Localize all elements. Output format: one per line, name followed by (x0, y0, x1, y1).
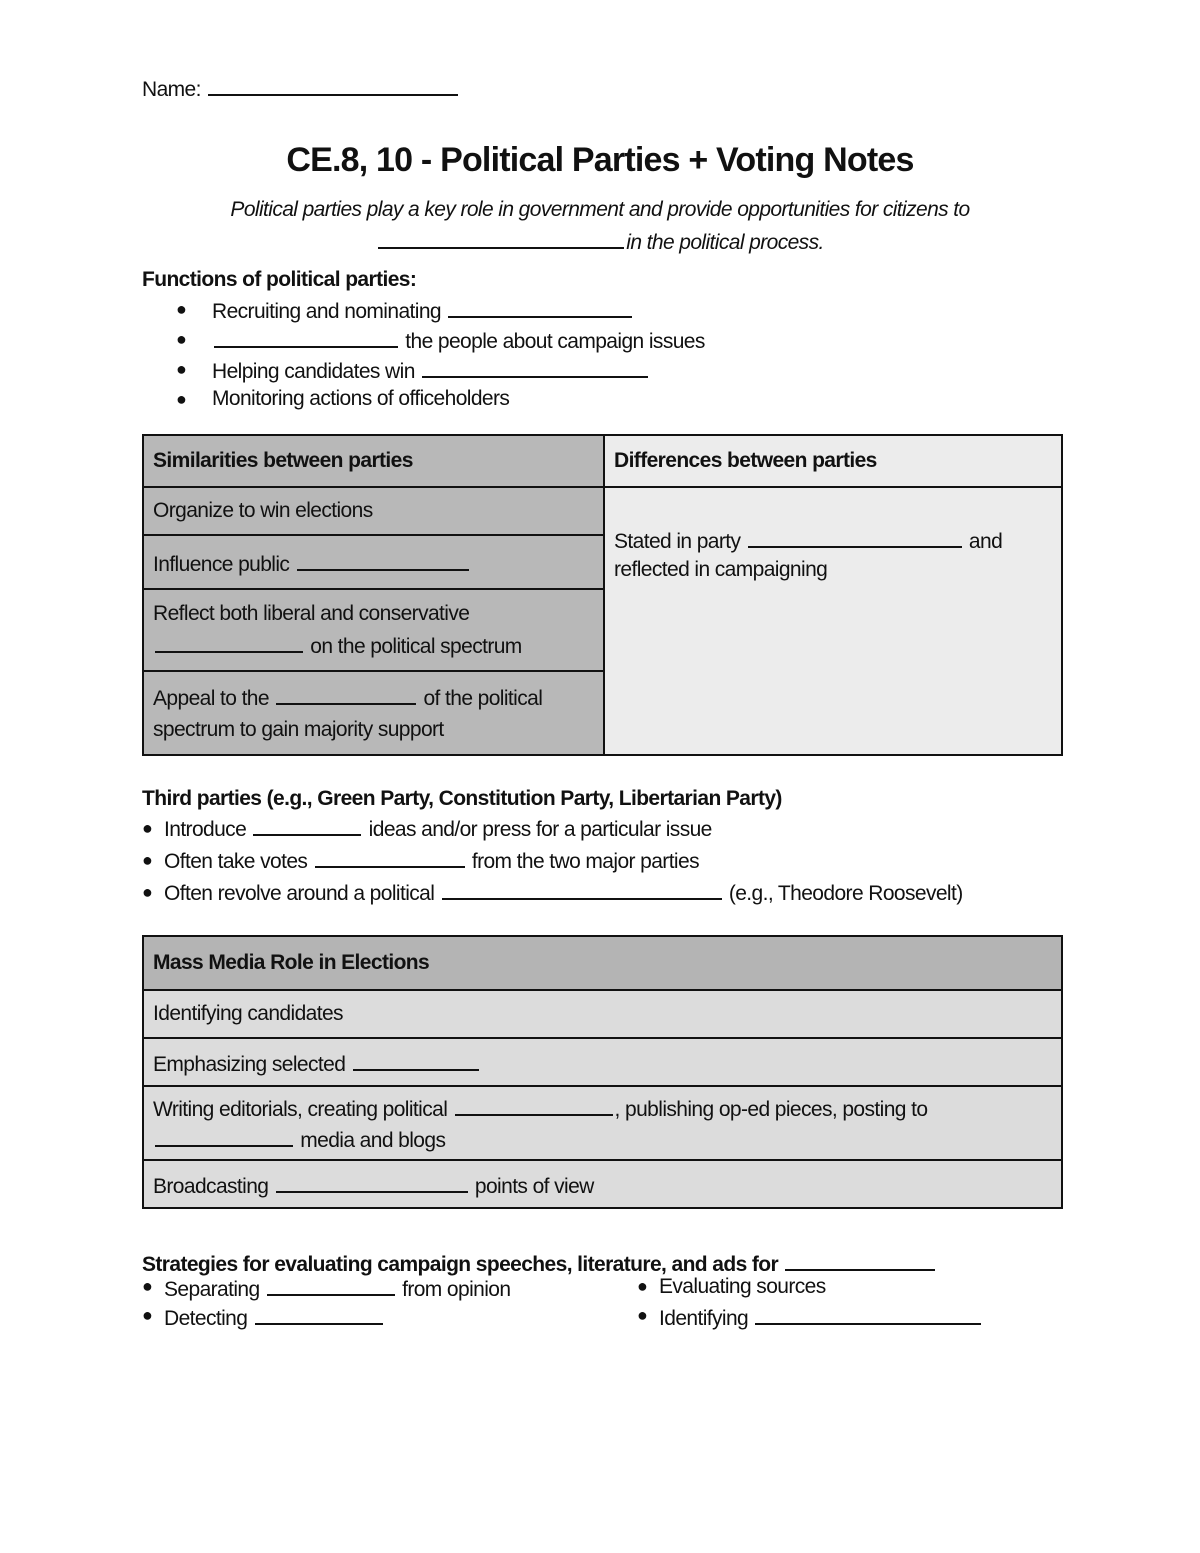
functions-list (142, 294, 1042, 414)
list-item (142, 294, 1042, 324)
answer-blank[interactable] (297, 547, 469, 571)
answer-blank[interactable] (276, 681, 416, 705)
bullet-icon: ● (637, 1305, 648, 1325)
answer-blank[interactable] (455, 1092, 613, 1116)
answer-blank[interactable] (267, 1272, 395, 1296)
media-row (143, 1038, 1062, 1086)
bullet-icon: ● (176, 359, 187, 379)
answer-blank[interactable] (255, 1301, 383, 1325)
answer-blank[interactable] (748, 524, 962, 548)
item-text: Detecting (164, 1307, 248, 1331)
item-text: from opinion (402, 1278, 511, 1302)
cell-text: , publishing op-ed pieces, posting to (614, 1098, 928, 1121)
item-text: Recruiting and nominating (212, 300, 441, 324)
item-text: ideas and/or press for a particular issue (368, 818, 712, 842)
cell-text: Writing editorials, creating political (153, 1098, 448, 1121)
subtitle (150, 194, 1050, 258)
subtitle-blank[interactable] (378, 225, 624, 249)
bullet-icon: ● (142, 818, 153, 838)
item-text: the people about campaign issues (405, 330, 705, 354)
differences-header: Differences between parties (604, 435, 1062, 487)
answer-blank[interactable] (155, 629, 303, 653)
item-text: Identifying (659, 1307, 749, 1331)
list-item (637, 1301, 1057, 1330)
item-text: Evaluating sources (659, 1275, 826, 1298)
cell-text: Emphasizing selected (153, 1053, 346, 1077)
media-row: Identifying candidates (143, 990, 1062, 1038)
bullet-icon: ● (637, 1276, 648, 1296)
cell-text: spectrum to gain majority support (153, 718, 444, 742)
similarity-row (143, 671, 604, 755)
item-text: from the two major parties (471, 850, 699, 874)
similarity-row (143, 589, 604, 671)
parties-table (142, 434, 1063, 756)
cell-text: Reflect both liberal and conservative (153, 601, 470, 625)
subtitle-line-1: Political parties play a key role in government and provide opportunities for citizens to (230, 198, 970, 221)
item-text: Introduce (164, 818, 247, 842)
item-text: Separating (164, 1278, 260, 1302)
media-row (143, 1160, 1062, 1208)
cell-text: of the political (423, 687, 543, 711)
list-item (142, 1272, 622, 1301)
name-label: Name: (142, 78, 201, 102)
similarity-row (143, 535, 604, 589)
cell-text: Broadcasting (153, 1175, 269, 1199)
differences-cell (604, 487, 1062, 755)
answer-blank[interactable] (353, 1047, 479, 1071)
cell-text: Influence public (153, 553, 290, 577)
strategies-heading-text: Strategies for evaluating campaign speeches, literature, and ads for (142, 1253, 779, 1277)
item-text: Often take votes (164, 850, 308, 874)
strategies-right-list (637, 1272, 1057, 1330)
cell-text: points of view (474, 1175, 594, 1199)
cell-text: on the political spectrum (310, 635, 522, 659)
list-item (142, 876, 1062, 908)
item-text: Monitoring actions of officeholders (212, 387, 510, 410)
media-header: Mass Media Role in Elections (143, 936, 1062, 990)
answer-blank[interactable] (785, 1247, 935, 1271)
subtitle-line-2 (150, 225, 1050, 258)
similarity-row: Organize to win elections (143, 487, 604, 535)
media-table (142, 935, 1063, 1209)
answer-blank[interactable] (276, 1169, 468, 1193)
answer-blank[interactable] (422, 354, 648, 378)
cell-text: Appeal to the (153, 687, 269, 711)
answer-blank[interactable] (315, 844, 465, 868)
list-item (142, 1301, 622, 1330)
list-item (142, 384, 1042, 414)
bullet-icon: ● (176, 329, 187, 349)
list-item (637, 1272, 1057, 1301)
third-parties-list (142, 812, 1062, 908)
functions-heading: Functions of political parties: (142, 268, 417, 291)
bullet-icon: ● (176, 389, 187, 409)
name-line (142, 72, 460, 102)
list-item (142, 844, 1062, 876)
item-text: Helping candidates win (212, 360, 415, 384)
cell-text: media and blogs (300, 1129, 446, 1153)
item-text: (e.g., Theodore Roosevelt) (728, 882, 963, 906)
answer-blank[interactable] (755, 1301, 981, 1325)
differences-text: Stated in party (614, 530, 741, 554)
name-blank[interactable] (208, 72, 458, 96)
list-item (142, 812, 1062, 844)
media-row (143, 1086, 1062, 1160)
third-parties-heading: Third parties (e.g., Green Party, Constitution Party, Libertarian Party) (142, 787, 782, 810)
answer-blank[interactable] (253, 812, 361, 836)
bullet-icon: ● (142, 1276, 153, 1296)
bullet-icon: ● (142, 1305, 153, 1325)
differences-text-end: and (968, 530, 1003, 554)
bullet-icon: ● (142, 850, 153, 870)
item-text: Often revolve around a political (164, 882, 435, 906)
bullet-icon: ● (142, 882, 153, 902)
answer-blank[interactable] (442, 876, 722, 900)
bullet-icon: ● (176, 299, 187, 319)
answer-blank[interactable] (155, 1123, 293, 1147)
answer-blank[interactable] (448, 294, 632, 318)
differences-text-line2: reflected in campaigning (614, 558, 828, 582)
similarities-header: Similarities between parties (143, 435, 604, 487)
subtitle-line-2-text: in the political process. (626, 231, 824, 255)
page-title: CE.8, 10 - Political Parties + Voting Notes (286, 141, 914, 179)
answer-blank[interactable] (214, 324, 398, 348)
strategies-left-list (142, 1272, 622, 1330)
list-item (142, 324, 1042, 354)
list-item (142, 354, 1042, 384)
